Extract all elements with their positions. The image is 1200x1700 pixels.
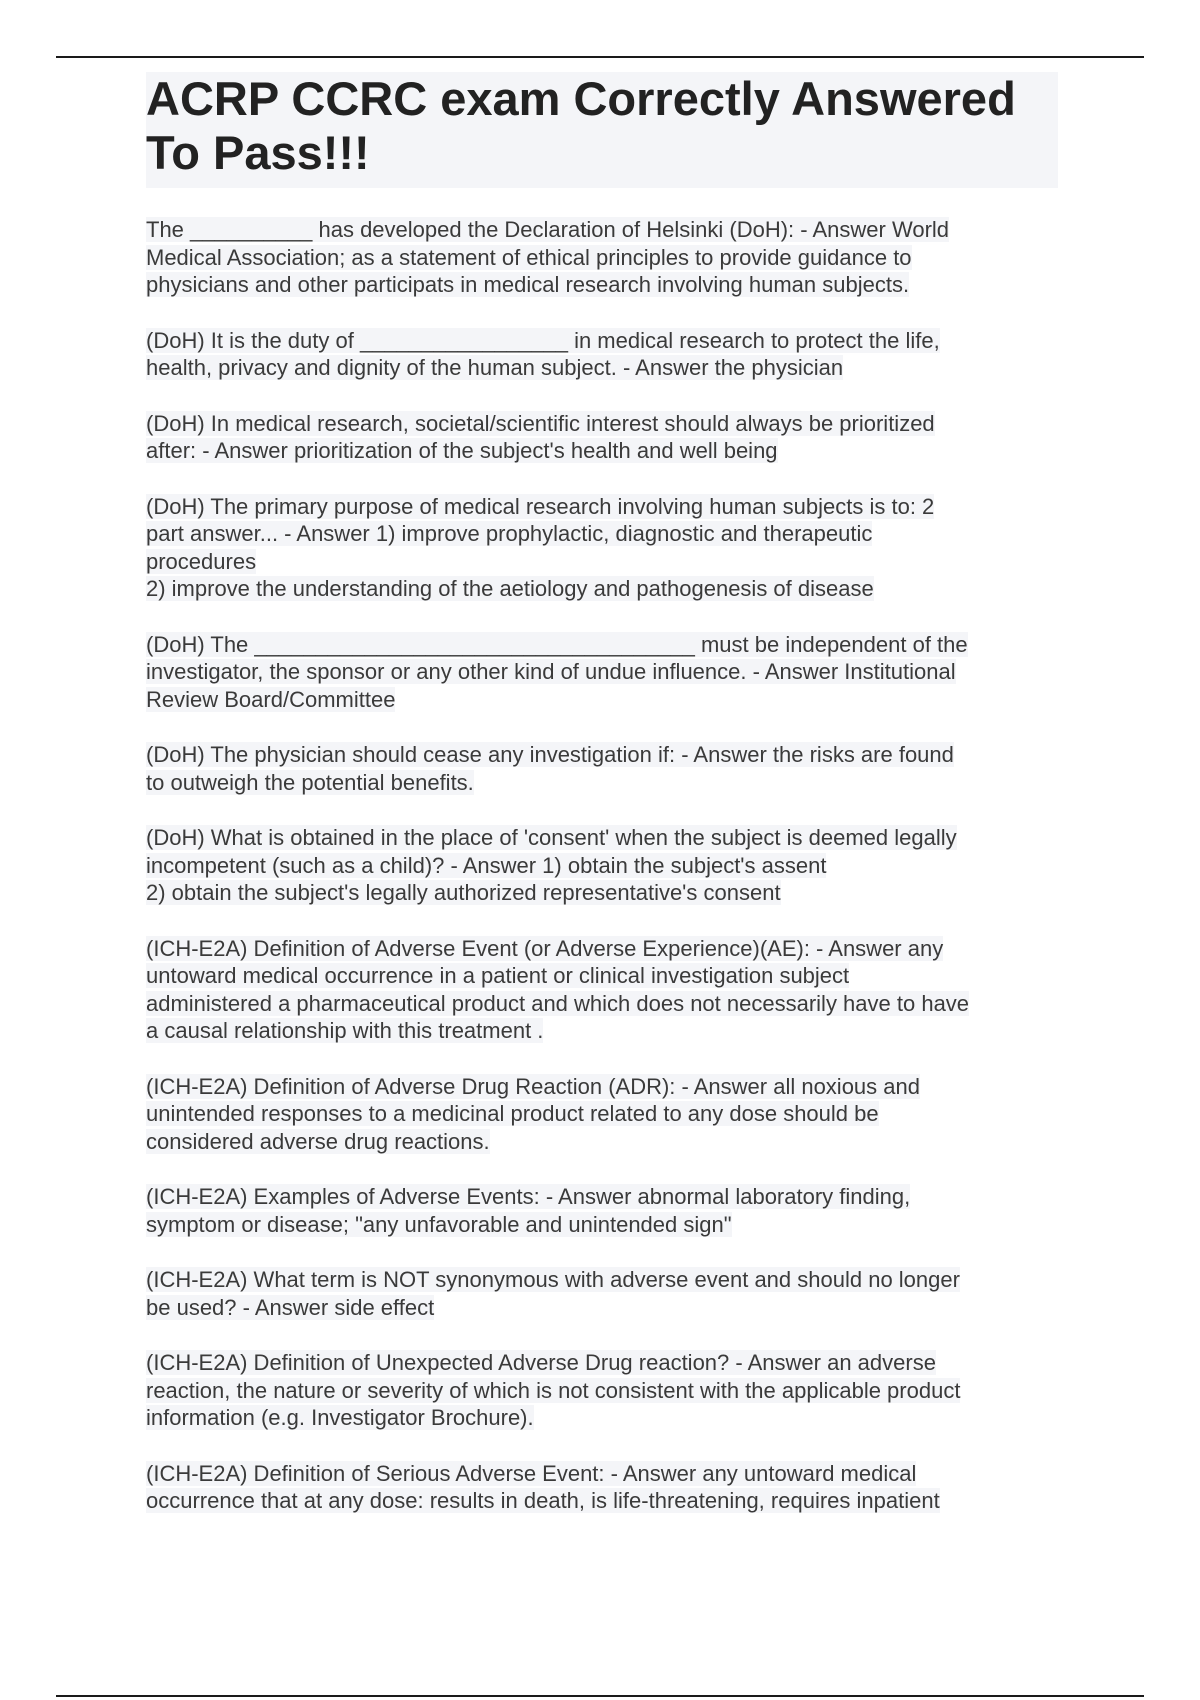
qa-line: [146, 1294, 1058, 1322]
qa-line-text: physicians and other participats in medical research involving human subjects.: [146, 272, 910, 297]
qa-line-text: (DoH) What is obtained in the place of 'consent' when the subject is deemed legally: [146, 825, 957, 850]
qa-item: [146, 935, 1058, 1045]
qa-line-text: (ICH-E2A) What term is NOT synonymous with adverse event and should no longer: [146, 1267, 960, 1292]
qa-line: [146, 493, 1058, 521]
qa-line: [146, 1128, 1058, 1156]
qa-item: [146, 493, 1058, 603]
qa-line: [146, 271, 1058, 299]
qa-item: [146, 824, 1058, 907]
qa-line: [146, 1404, 1058, 1432]
qa-line: [146, 216, 1058, 244]
qa-line-text: (ICH-E2A) Examples of Adverse Events: - Answer abnormal laboratory finding,: [146, 1184, 911, 1209]
qa-line: [146, 354, 1058, 382]
qa-line: [146, 879, 1058, 907]
qa-item: [146, 1073, 1058, 1156]
qa-line-text: 2) obtain the subject's legally authorized representative's consent: [146, 880, 781, 905]
qa-line-text: (ICH-E2A) Definition of Serious Adverse Event: - Answer any untoward medical: [146, 1460, 917, 1486]
qa-line-text: (DoH) The primary purpose of medical research involving human subjects is to: 2: [146, 493, 935, 519]
qa-line: [146, 520, 1058, 548]
qa-line: [146, 824, 1058, 852]
qa-line-text: (DoH) It is the duty of _________________ in medical research to protect the life,: [146, 327, 940, 353]
qa-item: [146, 1460, 1058, 1515]
qa-line-text: 2) improve the understanding of the aetiology and pathogenesis of disease: [146, 576, 874, 601]
qa-line: [146, 686, 1058, 714]
qa-line-text: symptom or disease; "any unfavorable and unintended sign": [146, 1211, 732, 1237]
qa-line: [146, 1073, 1058, 1101]
qa-line-text: procedures: [146, 548, 257, 574]
qa-line-text: be used? - Answer side effect: [146, 1294, 435, 1320]
qa-item: [146, 216, 1058, 299]
bottom-rule: [56, 1695, 1144, 1697]
qa-item: [146, 327, 1058, 382]
qa-item: [146, 1183, 1058, 1238]
qa-line-text: Medical Association; as a statement of ethical principles to provide guidance to: [146, 244, 912, 270]
qa-line-text: health, privacy and dignity of the human subject. - Answer the physician: [146, 355, 844, 380]
qa-line: [146, 1211, 1058, 1239]
qa-line-text: considered adverse drug reactions.: [146, 1128, 490, 1154]
qa-line: [146, 1377, 1058, 1405]
qa-line-text: Review Board/Committee: [146, 686, 396, 712]
qa-line: [146, 935, 1058, 963]
qa-line: [146, 410, 1058, 438]
qa-line: [146, 548, 1058, 576]
qa-line: [146, 1487, 1058, 1515]
qa-line-text: (ICH-E2A) Definition of Adverse Drug Reaction (ADR): - Answer all noxious and: [146, 1073, 920, 1099]
qa-line-text: incompetent (such as a child)? - Answer 1) obtain the subject's assent: [146, 852, 827, 878]
qa-line-text: occurrence that at any dose: results in death, is life-threatening, requires inpatient: [146, 1488, 940, 1513]
qa-item: [146, 631, 1058, 714]
qa-line-text: (DoH) In medical research, societal/scientific interest should always be prioritized: [146, 410, 935, 436]
qa-line-text: (ICH-E2A) Definition of Adverse Event (or Adverse Experience)(AE): - Answer any: [146, 935, 944, 961]
qa-line: [146, 1183, 1058, 1211]
page-title: [146, 72, 1058, 188]
title-line-2: To Pass!!!: [146, 126, 370, 179]
qa-line-text: investigator, the sponsor or any other kind of undue influence. - Answer Institutional: [146, 659, 956, 684]
qa-line: [146, 437, 1058, 465]
qa-item: [146, 410, 1058, 465]
qa-line: [146, 852, 1058, 880]
document-body: [146, 72, 1058, 1543]
top-rule: [56, 56, 1144, 58]
qa-line: [146, 575, 1058, 603]
qa-line-text: unintended responses to a medicinal product related to any dose should be: [146, 1101, 879, 1126]
qa-line: [146, 1266, 1058, 1294]
qa-line-text: reaction, the nature or severity of which is not consistent with the applicable product: [146, 1377, 961, 1403]
qa-line: [146, 769, 1058, 797]
qa-line-text: a causal relationship with this treatment .: [146, 1018, 544, 1043]
qa-line-text: to outweigh the potential benefits.: [146, 769, 474, 795]
qa-line: [146, 244, 1058, 272]
qa-line: [146, 962, 1058, 990]
qa-item: [146, 1349, 1058, 1432]
qa-line: [146, 631, 1058, 659]
qa-line-text: (DoH) The physician should cease any investigation if: - Answer the risks are found: [146, 742, 954, 767]
title-line-1: ACRP CCRC exam Correctly Answered: [146, 72, 1016, 125]
qa-line: [146, 1349, 1058, 1377]
qa-line-text: (DoH) The ____________________________________ must be independent of the: [146, 631, 968, 657]
qa-line-text: untoward medical occurrence in a patient or clinical investigation subject: [146, 963, 850, 988]
qa-line: [146, 741, 1058, 769]
qa-line-text: information (e.g. Investigator Brochure).: [146, 1405, 534, 1430]
qa-line-text: after: - Answer prioritization of the subject's health and well being: [146, 438, 778, 463]
qa-line-text: administered a pharmaceutical product and which does not necessarily have to have: [146, 990, 970, 1016]
qa-line: [146, 658, 1058, 686]
qa-line-text: The __________ has developed the Declaration of Helsinki (DoH): - Answer World: [146, 217, 950, 242]
qa-line: [146, 327, 1058, 355]
qa-line-text: part answer... - Answer 1) improve prophylactic, diagnostic and therapeutic: [146, 521, 873, 546]
qa-item: [146, 1266, 1058, 1321]
qa-line: [146, 1100, 1058, 1128]
qa-item: [146, 741, 1058, 796]
qa-line: [146, 1017, 1058, 1045]
qa-list: [146, 216, 1058, 1515]
qa-line: [146, 1460, 1058, 1488]
qa-line: [146, 990, 1058, 1018]
qa-line-text: (ICH-E2A) Definition of Unexpected Adverse Drug reaction? - Answer an adverse: [146, 1350, 936, 1375]
